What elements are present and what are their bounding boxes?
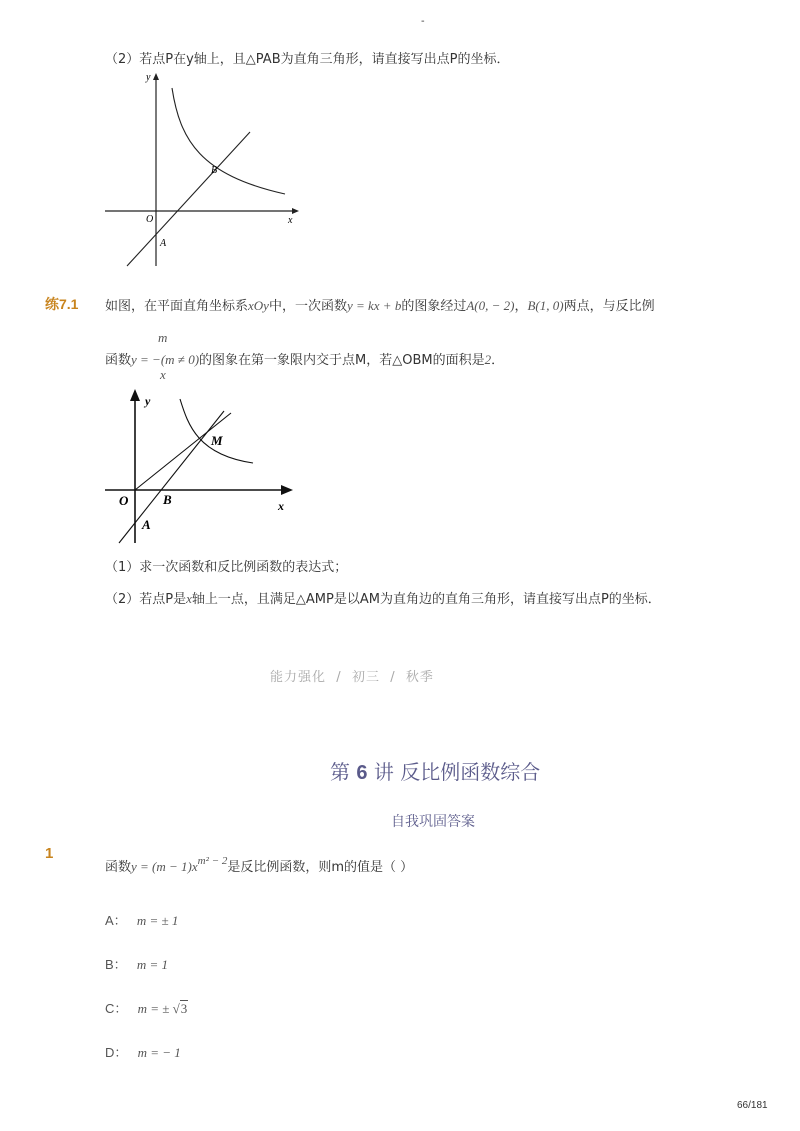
graph-hyperbola-line-1	[100, 70, 300, 270]
y-axis-label: y	[146, 72, 151, 83]
question-number: 1	[45, 845, 54, 862]
option-b[interactable]: B： m = 1	[105, 957, 169, 972]
top-mark: -	[421, 16, 425, 27]
linear-function-line	[127, 132, 250, 266]
x-axis-arrow	[281, 485, 293, 495]
origin-label: O	[119, 493, 129, 508]
hyperbola-curve	[172, 88, 285, 194]
x-axis-arrow	[292, 208, 299, 214]
point-b-label: B	[211, 165, 218, 176]
point-a-label: A	[160, 238, 167, 249]
fraction-denominator: x	[160, 367, 166, 382]
option-c[interactable]: C： m = ± √3	[105, 1001, 188, 1016]
y-axis-arrow	[130, 389, 140, 401]
sqrt-symbol: √	[172, 1001, 180, 1016]
question-stem: 函数$y = (m - 1)x^{m^2 - 2}$是反比例函数，则m的值是（ ）	[105, 854, 414, 875]
x-axis-label: x	[288, 215, 293, 226]
section-subtitle: 自我巩固答案	[391, 814, 475, 830]
fraction-numerator: m	[158, 330, 168, 345]
point-a-label: A	[142, 517, 151, 532]
page-footer: 能力强化 / 初三 / 秋季	[270, 670, 434, 685]
origin-label: O	[146, 214, 154, 225]
page-number: 66/181	[737, 1100, 768, 1111]
exercise-part1: （1）求一次函数和反比例函数的表达式；	[105, 560, 348, 575]
point-m-label: M	[211, 433, 223, 448]
exercise-number: 练7.1	[45, 296, 79, 312]
lecture-title: 第 6 讲 反比例函数综合	[330, 760, 541, 784]
point-b-label: B	[163, 492, 172, 507]
prev-question-part2: （2）若点P在y轴上，且△PAB为直角三角形，请直接写出点P的坐标．	[105, 52, 510, 67]
option-d[interactable]: D： m = − 1	[105, 1045, 181, 1060]
y-axis-arrow	[153, 73, 159, 80]
y-axis-label: y	[145, 394, 151, 408]
graph-hyperbola-line-2	[100, 385, 300, 550]
exercise-part2: （2）若点P是x轴上一点，且满足△AMP是以AM为直角边的直角三角形，请直接写出点P的坐标．	[105, 591, 661, 607]
option-a[interactable]: A： m = ± 1	[105, 913, 179, 928]
exercise-line-1: 如图，在平面直角坐标系xOy中，一次函数y = kx + b的图象经过A(0, − 2)，B(1, 0)两点，与反比例	[105, 298, 655, 314]
exercise-line-2: 函数y = −(m ≠ 0)的图象在第一象限内交于点M，若△OBM的面积是2．	[105, 352, 505, 368]
x-axis-label: x	[278, 499, 284, 513]
